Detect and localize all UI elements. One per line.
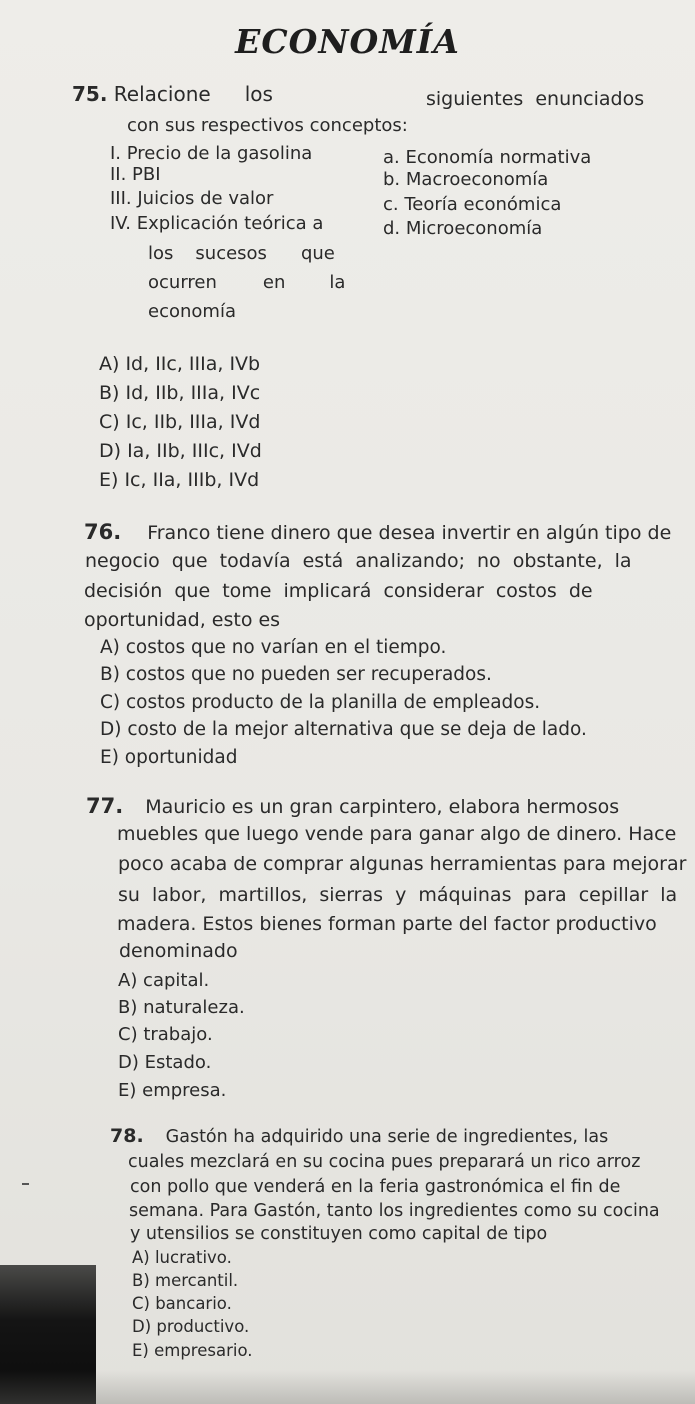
- page-title: ECONOMÍA: [235, 22, 460, 61]
- q78-text-line: [110, 1125, 608, 1147]
- q75-intro-left: [72, 82, 273, 106]
- q78-option-a[interactable]: A) lucrativo.: [132, 1248, 232, 1267]
- page-mark: [22, 1183, 29, 1185]
- q76-option-a[interactable]: A) costos que no varían en el tiempo.: [100, 637, 447, 658]
- q75-number: 75.: [72, 82, 108, 106]
- q77-text: su labor, martillos, sierras y máquinas para cepillar la: [118, 884, 678, 906]
- q76-number: 76.: [84, 520, 122, 544]
- q77-text-line: madera. Estos bienes forman parte del factor productivo: [117, 913, 657, 935]
- q77-text-line: [118, 884, 677, 906]
- q75-intro-word: siguientes: [426, 88, 524, 110]
- q75-concept: c. Teoría económica: [383, 194, 562, 215]
- q76-option-c[interactable]: C) costos producto de la planilla de empleados.: [100, 692, 541, 713]
- q77-option-b[interactable]: B) naturaleza.: [118, 997, 245, 1018]
- q78-number: 78.: [110, 1125, 144, 1147]
- q75-statement: IV. Explicación teórica a: [110, 213, 324, 234]
- continuation-word: la: [329, 272, 346, 293]
- q76-option-e[interactable]: E) oportunidad: [100, 747, 238, 768]
- q77-text-line: poco acaba de comprar algunas herramientas para mejorar: [118, 853, 687, 875]
- q77-text-line: muebles que luego vende para ganar algo de dinero. Hace: [117, 823, 677, 845]
- q77-option-d[interactable]: D) Estado.: [118, 1052, 212, 1073]
- q78-text-line: semana. Para Gastón, tanto los ingredientes como su cocina: [129, 1201, 660, 1221]
- q76-text-line: oportunidad, esto es: [84, 609, 281, 631]
- q75-option-c[interactable]: C) Ic, IIb, IIIa, IVd: [99, 411, 261, 433]
- q75-concept: b. Macroeconomía: [383, 169, 549, 190]
- q75-statement: II. PBI: [110, 164, 161, 185]
- q75-concept: a. Economía normativa: [383, 147, 592, 168]
- q78-text-line: cuales mezclará en su cocina pues preparará un rico arroz: [128, 1152, 641, 1172]
- q76-text: Franco tiene dinero que desea invertir en algún tipo de: [147, 522, 672, 544]
- continuation-word: ocurren: [148, 272, 217, 293]
- q78-option-b[interactable]: B) mercantil.: [132, 1271, 239, 1290]
- q75-concept: d. Microeconomía: [383, 218, 543, 239]
- q77-option-c[interactable]: C) trabajo.: [118, 1024, 213, 1045]
- q75-statement-continuation: economía: [148, 301, 236, 322]
- q77-text: Mauricio es un gran carpintero, elabora hermosos: [145, 796, 620, 818]
- continuation-word: que: [300, 243, 335, 264]
- q75-statement-continuation: [148, 243, 335, 264]
- q75-option-b[interactable]: B) Id, IIb, IIIa, IVc: [99, 382, 261, 404]
- q75-statement: III. Juicios de valor: [110, 188, 274, 209]
- q75-option-d[interactable]: D) Ia, IIb, IIIc, IVd: [99, 440, 262, 462]
- q75-intro-word: enunciados: [535, 88, 645, 110]
- q77-text-line: [86, 794, 619, 818]
- q77-number: 77.: [86, 794, 124, 818]
- q78-text: Gastón ha adquirido una serie de ingredientes, las: [165, 1127, 609, 1147]
- q78-text-line: con pollo que venderá en la feria gastronómica el fin de: [130, 1177, 621, 1197]
- q75-statement: I. Precio de la gasolina: [110, 143, 313, 164]
- q75-option-e[interactable]: E) Ic, IIa, IIIb, IVd: [99, 469, 260, 491]
- q75-statement-continuation: [148, 272, 345, 293]
- q75-intro-word: los: [244, 82, 273, 106]
- q78-text-line: y utensilios se constituyen como capital de tipo: [130, 1224, 548, 1244]
- q77-text-line: denominado: [119, 940, 238, 962]
- q76-text: decisión que tome implicará considerar costos de: [84, 580, 593, 602]
- q76-text-line: [84, 520, 671, 544]
- continuation-word: en: [262, 272, 286, 293]
- q78-option-c[interactable]: C) bancario.: [132, 1294, 232, 1313]
- q77-option-e[interactable]: E) empresa.: [118, 1080, 227, 1101]
- page-bottom-shadow: [0, 1370, 695, 1404]
- q75-intro-word: Relacione: [113, 82, 211, 106]
- q75-intro-line2: con sus respectivos conceptos:: [127, 115, 408, 136]
- q75-option-a[interactable]: A) Id, IIc, IIIa, IVb: [99, 353, 261, 375]
- q76-text-line: [85, 550, 632, 572]
- q76-text: negocio que todavía está analizando; no obstante, la: [85, 550, 632, 572]
- q77-option-a[interactable]: A) capital.: [118, 970, 210, 991]
- q75-intro-right: [426, 88, 644, 110]
- q76-option-d[interactable]: D) costo de la mejor alternativa que se deja de lado.: [100, 719, 587, 740]
- q76-option-b[interactable]: B) costos que no pueden ser recuperados.: [100, 664, 492, 685]
- q78-option-d[interactable]: D) productivo.: [132, 1317, 250, 1336]
- q76-text-line: [84, 580, 593, 602]
- q78-option-e[interactable]: E) empresario.: [132, 1341, 253, 1360]
- continuation-word: sucesos: [195, 243, 267, 264]
- continuation-word: los: [148, 243, 174, 264]
